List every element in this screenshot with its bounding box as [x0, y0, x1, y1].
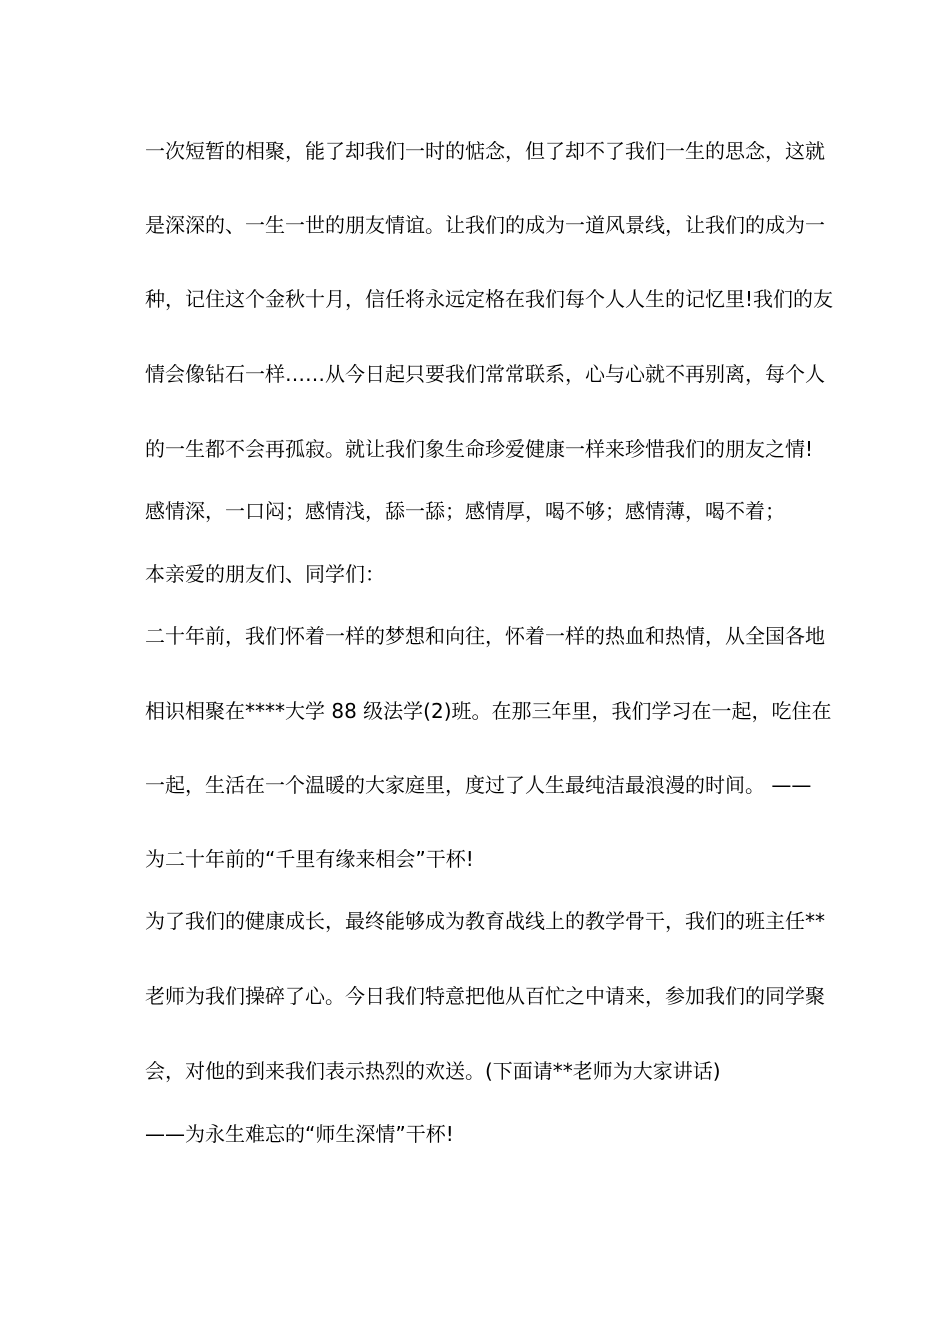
text-line: 种，记住这个金秋十月，信任将永远定格在我们每个人人生的记忆里!我们的友	[145, 287, 834, 311]
text-line: 的一生都不会再孤寂。就让我们象生命珍爱健康一样来珍惜我们的朋友之情!	[145, 437, 814, 461]
text-line: 感情深，一口闷；感情浅，舔一舔；感情厚，喝不够；感情薄，喝不着；	[145, 499, 785, 523]
text-line: ——为永生难忘的“师生深情”干杯!	[145, 1122, 454, 1146]
text-line: 本亲爱的朋友们、同学们：	[145, 562, 385, 586]
text-line: 一起，生活在一个温暖的大家庭里，度过了人生最纯洁最浪漫的时间。 ——	[145, 773, 812, 797]
text-line: 情会像钻石一样……从今日起只要我们常常联系，心与心就不再别离，每个人	[145, 362, 825, 386]
text-line: 二十年前，我们怀着一样的梦想和向往，怀着一样的热血和热情，从全国各地	[145, 624, 825, 648]
text-line: 为了我们的健康成长，最终能够成为教育战线上的教学骨干，我们的班主任**	[145, 909, 825, 933]
text-line: 为二十年前的“千里有缘来相会”干杯!	[145, 847, 474, 871]
text-line: 是深深的、一生一世的朋友情谊。让我们的成为一道风景线，让我们的成为一	[145, 213, 825, 237]
text-line: 相识相聚在****大学 88 级法学(2)班。在那三年里，我们学习在一起，吃住在	[145, 699, 832, 723]
text-line: 会，对他的到来我们表示热烈的欢送。(下面请**老师为大家讲话)	[145, 1059, 721, 1083]
text-line: 一次短暂的相聚，能了却我们一时的惦念，但了却不了我们一生的思念，这就	[145, 139, 825, 163]
text-line: 老师为我们操碎了心。今日我们特意把他从百忙之中请来，参加我们的同学聚	[145, 984, 825, 1008]
